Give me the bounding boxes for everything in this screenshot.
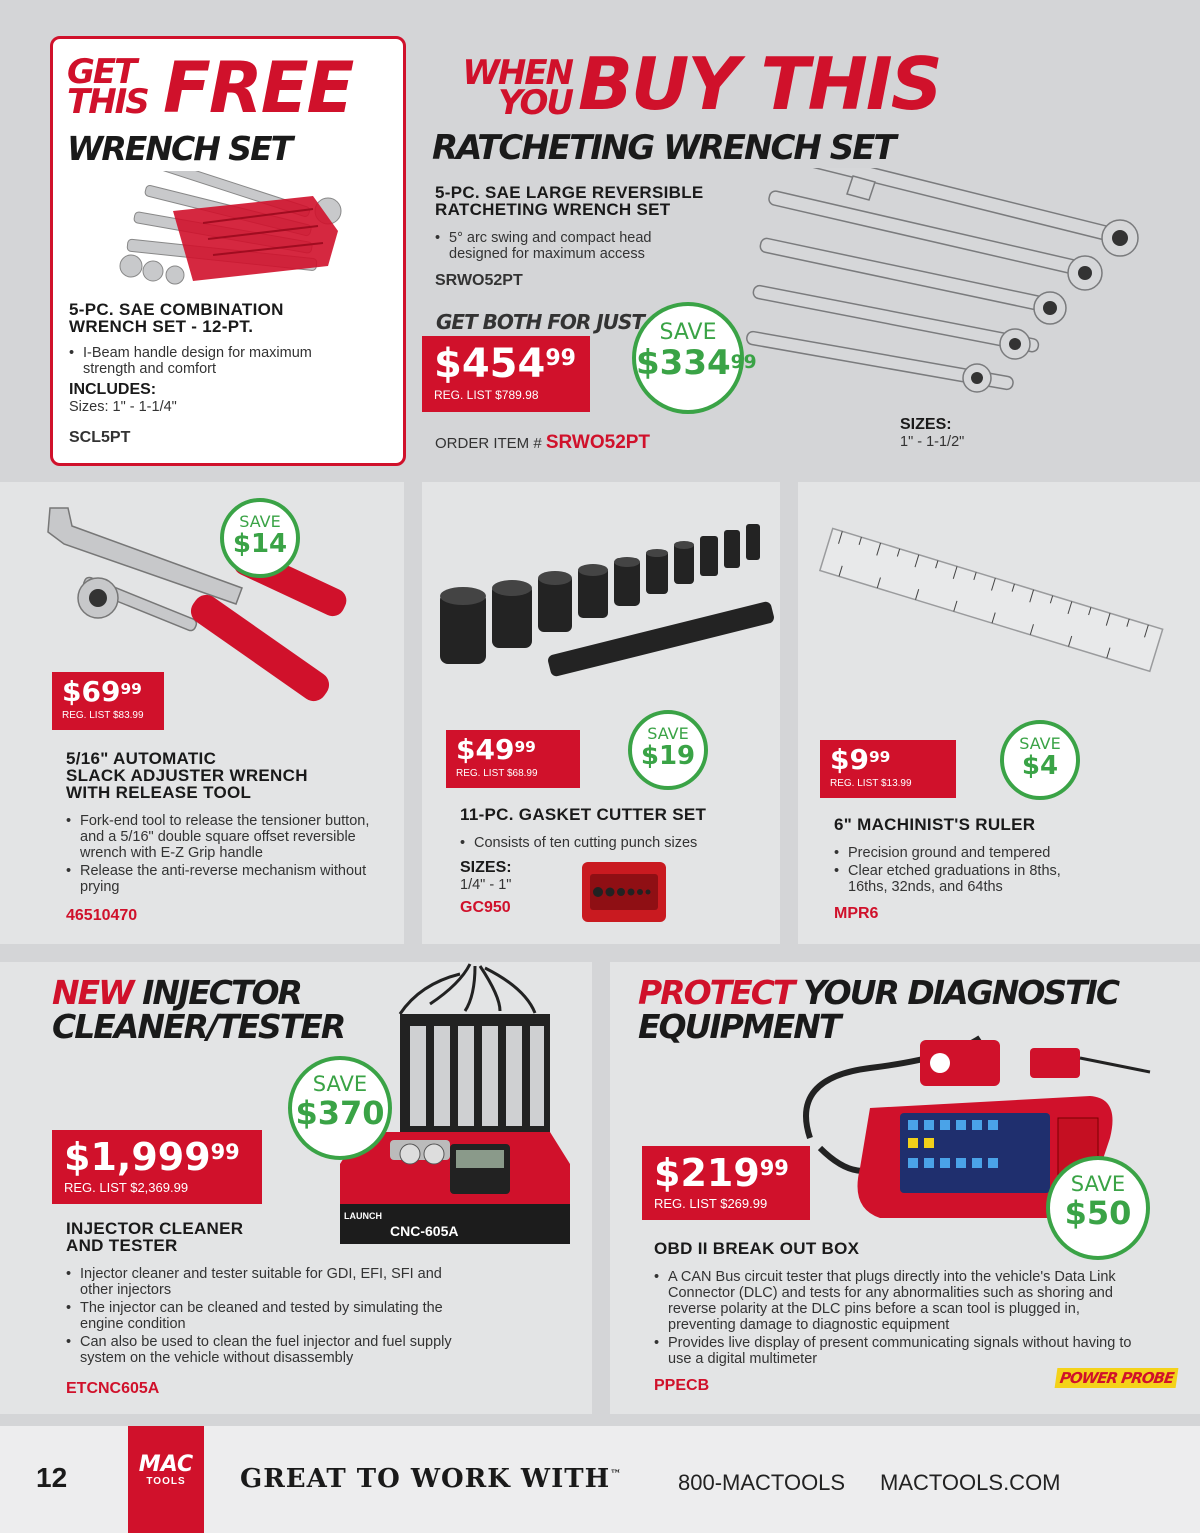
bullet: • Injector cleaner and tester suitable for GDI, EFI, SFI and other injectors [66,1266,461,1298]
slack-reg-list: REG. LIST $83.99 [62,710,144,721]
website-link[interactable]: MACTOOLS.COM [880,1470,1061,1495]
when-word: WHEN [462,53,572,93]
slack-bullets [66,813,391,895]
bullet: • Clear etched graduations in 8ths, 16ths, 32nds, and 64ths [834,863,1104,895]
obd-sku: PPECB [654,1377,710,1394]
free-product-info [69,301,389,447]
slack-save-badge [220,498,300,578]
buy-subtitle: RATCHETING WRENCH SET [432,128,895,168]
free-sku: SCL5PT [69,429,131,446]
gasket-case-image [580,860,668,924]
power-probe-logo: POWER PROBE [1055,1368,1179,1388]
combo-save-badge [632,302,757,414]
free-product-bullets [69,345,339,377]
gasket-save-badge [628,710,708,790]
buy-heading [432,42,992,178]
injector-panel [0,962,592,1414]
obd-heading-2: EQUIPMENT [638,1007,840,1046]
save-value: $50 [1064,1194,1132,1232]
injector-price-box [52,1130,262,1204]
gasket-sku: GC950 [460,899,511,916]
logo-tools: TOOLS [146,1476,186,1487]
obd-price-box [642,1146,810,1220]
logo-mac: MAC [138,1452,194,1477]
save-value: $4 [1021,751,1059,781]
bullet: • Precision ground and tempered [834,845,1104,861]
bullet: • Fork-end tool to release the tensioner button, and a 5/16" double square offset reversible wrench with E-Z Grip handle [66,813,391,861]
free-sizes: Sizes: 1" - 1-1/4" [69,399,177,415]
buy-bullets [435,230,705,262]
combo-price: $\$454^{99}$ [434,341,576,387]
injector-save-badge [288,1056,392,1160]
bullet: • A CAN Bus circuit tester that plugs directly into the vehicle's Data Link Connector (DLC) and tests for any abnormalities such as shoring and reverse polarity at the DLC pins before a scan tool is plugged in, preventing damage to diagnostic equipment [654,1269,1149,1333]
slack-sku: 46510470 [66,907,138,924]
injector-bullets [66,1266,461,1366]
ruler-price-box [820,740,956,798]
page-number: 12 [36,1462,68,1493]
save-label: SAVE [1019,734,1061,753]
bullet: • Provides live display of present communicating signals without having to use a digital multimeter [654,1335,1149,1367]
new-word: NEW [52,973,133,1012]
injector-heading-2: CLEANER/TESTER [52,1007,345,1046]
combo-price-box [422,336,590,412]
machine-model-label: CNC-605A [390,1223,459,1239]
order-item [435,432,650,454]
gasket-sizes-label: SIZES: [460,859,512,876]
save-value: $370 [295,1094,385,1132]
gasket-price: $\$49^{99}$ [456,733,536,766]
injector-title-2: AND TESTER [66,1236,178,1255]
obd-reg-list: REG. LIST $269.99 [654,1196,768,1211]
buy-sizes-value: 1" - 1-1/2" [900,434,965,450]
save-label: SAVE [239,512,281,531]
combination-wrench-set-image [113,171,353,301]
trademark: ™ [610,1467,623,1481]
ruler-bullets [834,845,1104,895]
injector-heading-1: INJECTOR [142,973,301,1012]
ruler-price: $\$9^{99}$ [830,743,891,776]
slack-title-1: 5/16" AUTOMATIC [66,749,217,768]
obd-title: OBD II BREAK OUT BOX [654,1239,860,1258]
injector-heading [52,973,345,1046]
ruler-sku: MPR6 [834,905,879,922]
save-label: SAVE [659,320,717,345]
buy-this-word: BUY THIS [578,42,941,126]
save-value: $\$334^{99}$ [636,343,757,383]
gasket-sizes-value: 1/4" - 1" [460,877,512,893]
gasket-price-box [446,730,580,788]
bullet: • The injector can be cleaned and tested by simulating the engine condition [66,1300,461,1332]
buy-title-1: 5-PC. SAE LARGE REVERSIBLE [435,183,704,202]
free-product-title: 5-PC. SAE COMBINATION WRENCH SET - 12-PT. [69,300,284,336]
order-sku: SRWO52PT [545,432,651,453]
ruler-title: 6" MACHINIST'S RULER [834,815,1036,834]
ruler-info [834,816,1174,923]
slack-title-2: SLACK ADJUSTER WRENCH [66,766,308,785]
injector-price: $1,999$^{99}$ [64,1135,240,1179]
gasket-cutter-set-image [436,518,776,678]
injector-info [66,1220,466,1398]
free-word: FREE [163,47,353,129]
tagline: GREAT TO WORK WITH™ [240,1464,623,1494]
ruler-reg-list: REG. LIST $13.99 [830,778,912,789]
machinists-ruler-image [808,522,1168,682]
slack-price-box [52,672,164,730]
machine-brand-label: LAUNCH [344,1211,382,1221]
free-subtitle: WRENCH SET [67,129,292,168]
obd-panel [610,962,1200,1414]
slack-title-3: WITH RELEASE TOOL [66,783,252,802]
you-word: YOU [498,83,572,123]
slack-adjuster-panel [0,482,404,944]
ruler-save-badge [1000,720,1080,800]
buy-title-2: RATCHETING WRENCH SET [435,200,671,219]
get-both-label: GET BOTH FOR JUST [436,310,645,334]
buy-sku: SRWO52PT [435,272,523,289]
buy-sizes-label: SIZES: [900,416,952,433]
obd-heading-1: YOUR DIAGNOSTIC [802,973,1119,1012]
ratcheting-wrench-set-image [745,168,1165,403]
bullet: • 5° arc swing and compact head designed for maximum access [435,230,705,262]
gasket-bullets [460,835,770,851]
bullet: • I-Beam handle design for maximum strength and comfort [69,345,339,377]
save-label: SAVE [312,1072,368,1096]
save-label: SAVE [1070,1172,1126,1196]
mac-tools-logo [128,1426,204,1533]
injector-reg-list: REG. LIST $2,369.99 [64,1180,189,1195]
save-value: $14 [232,529,288,559]
footer [0,1426,1200,1533]
buy-product-info [435,184,735,290]
bullet: • Release the anti-reverse mechanism without prying [66,863,391,895]
obd-bullets [654,1269,1149,1367]
get-word: GET [67,52,136,92]
injector-title-1: INJECTOR CLEANER [66,1219,244,1238]
bullet: • Can also be used to clean the fuel injector and fuel supply system on the vehicle without disassembly [66,1334,461,1366]
protect-word: PROTECT [638,973,794,1012]
slack-price: $\$69^{99}$ [62,675,142,708]
save-label: SAVE [647,724,689,743]
gasket-title: 11-PC. GASKET CUTTER SET [460,805,707,824]
combo-reg-list: REG. LIST $789.98 [434,388,539,402]
buy-sizes [900,416,964,450]
gasket-reg-list: REG. LIST $68.99 [456,768,538,779]
gasket-cutter-panel [422,482,780,944]
includes-label: INCLUDES: [69,381,157,398]
free-wrench-panel [50,36,406,466]
bullet: • Consists of ten cutting punch sizes [460,835,770,851]
save-value: $19 [640,741,696,771]
obd-price: $\$219^{99}$ [654,1151,789,1195]
slack-info [66,750,396,925]
this-word: THIS [67,82,148,122]
order-label: ORDER ITEM # [435,435,542,452]
phone-number[interactable]: 800-MACTOOLS [678,1470,846,1495]
injector-sku: ETCNC605A [66,1380,160,1397]
ruler-panel [798,482,1200,944]
